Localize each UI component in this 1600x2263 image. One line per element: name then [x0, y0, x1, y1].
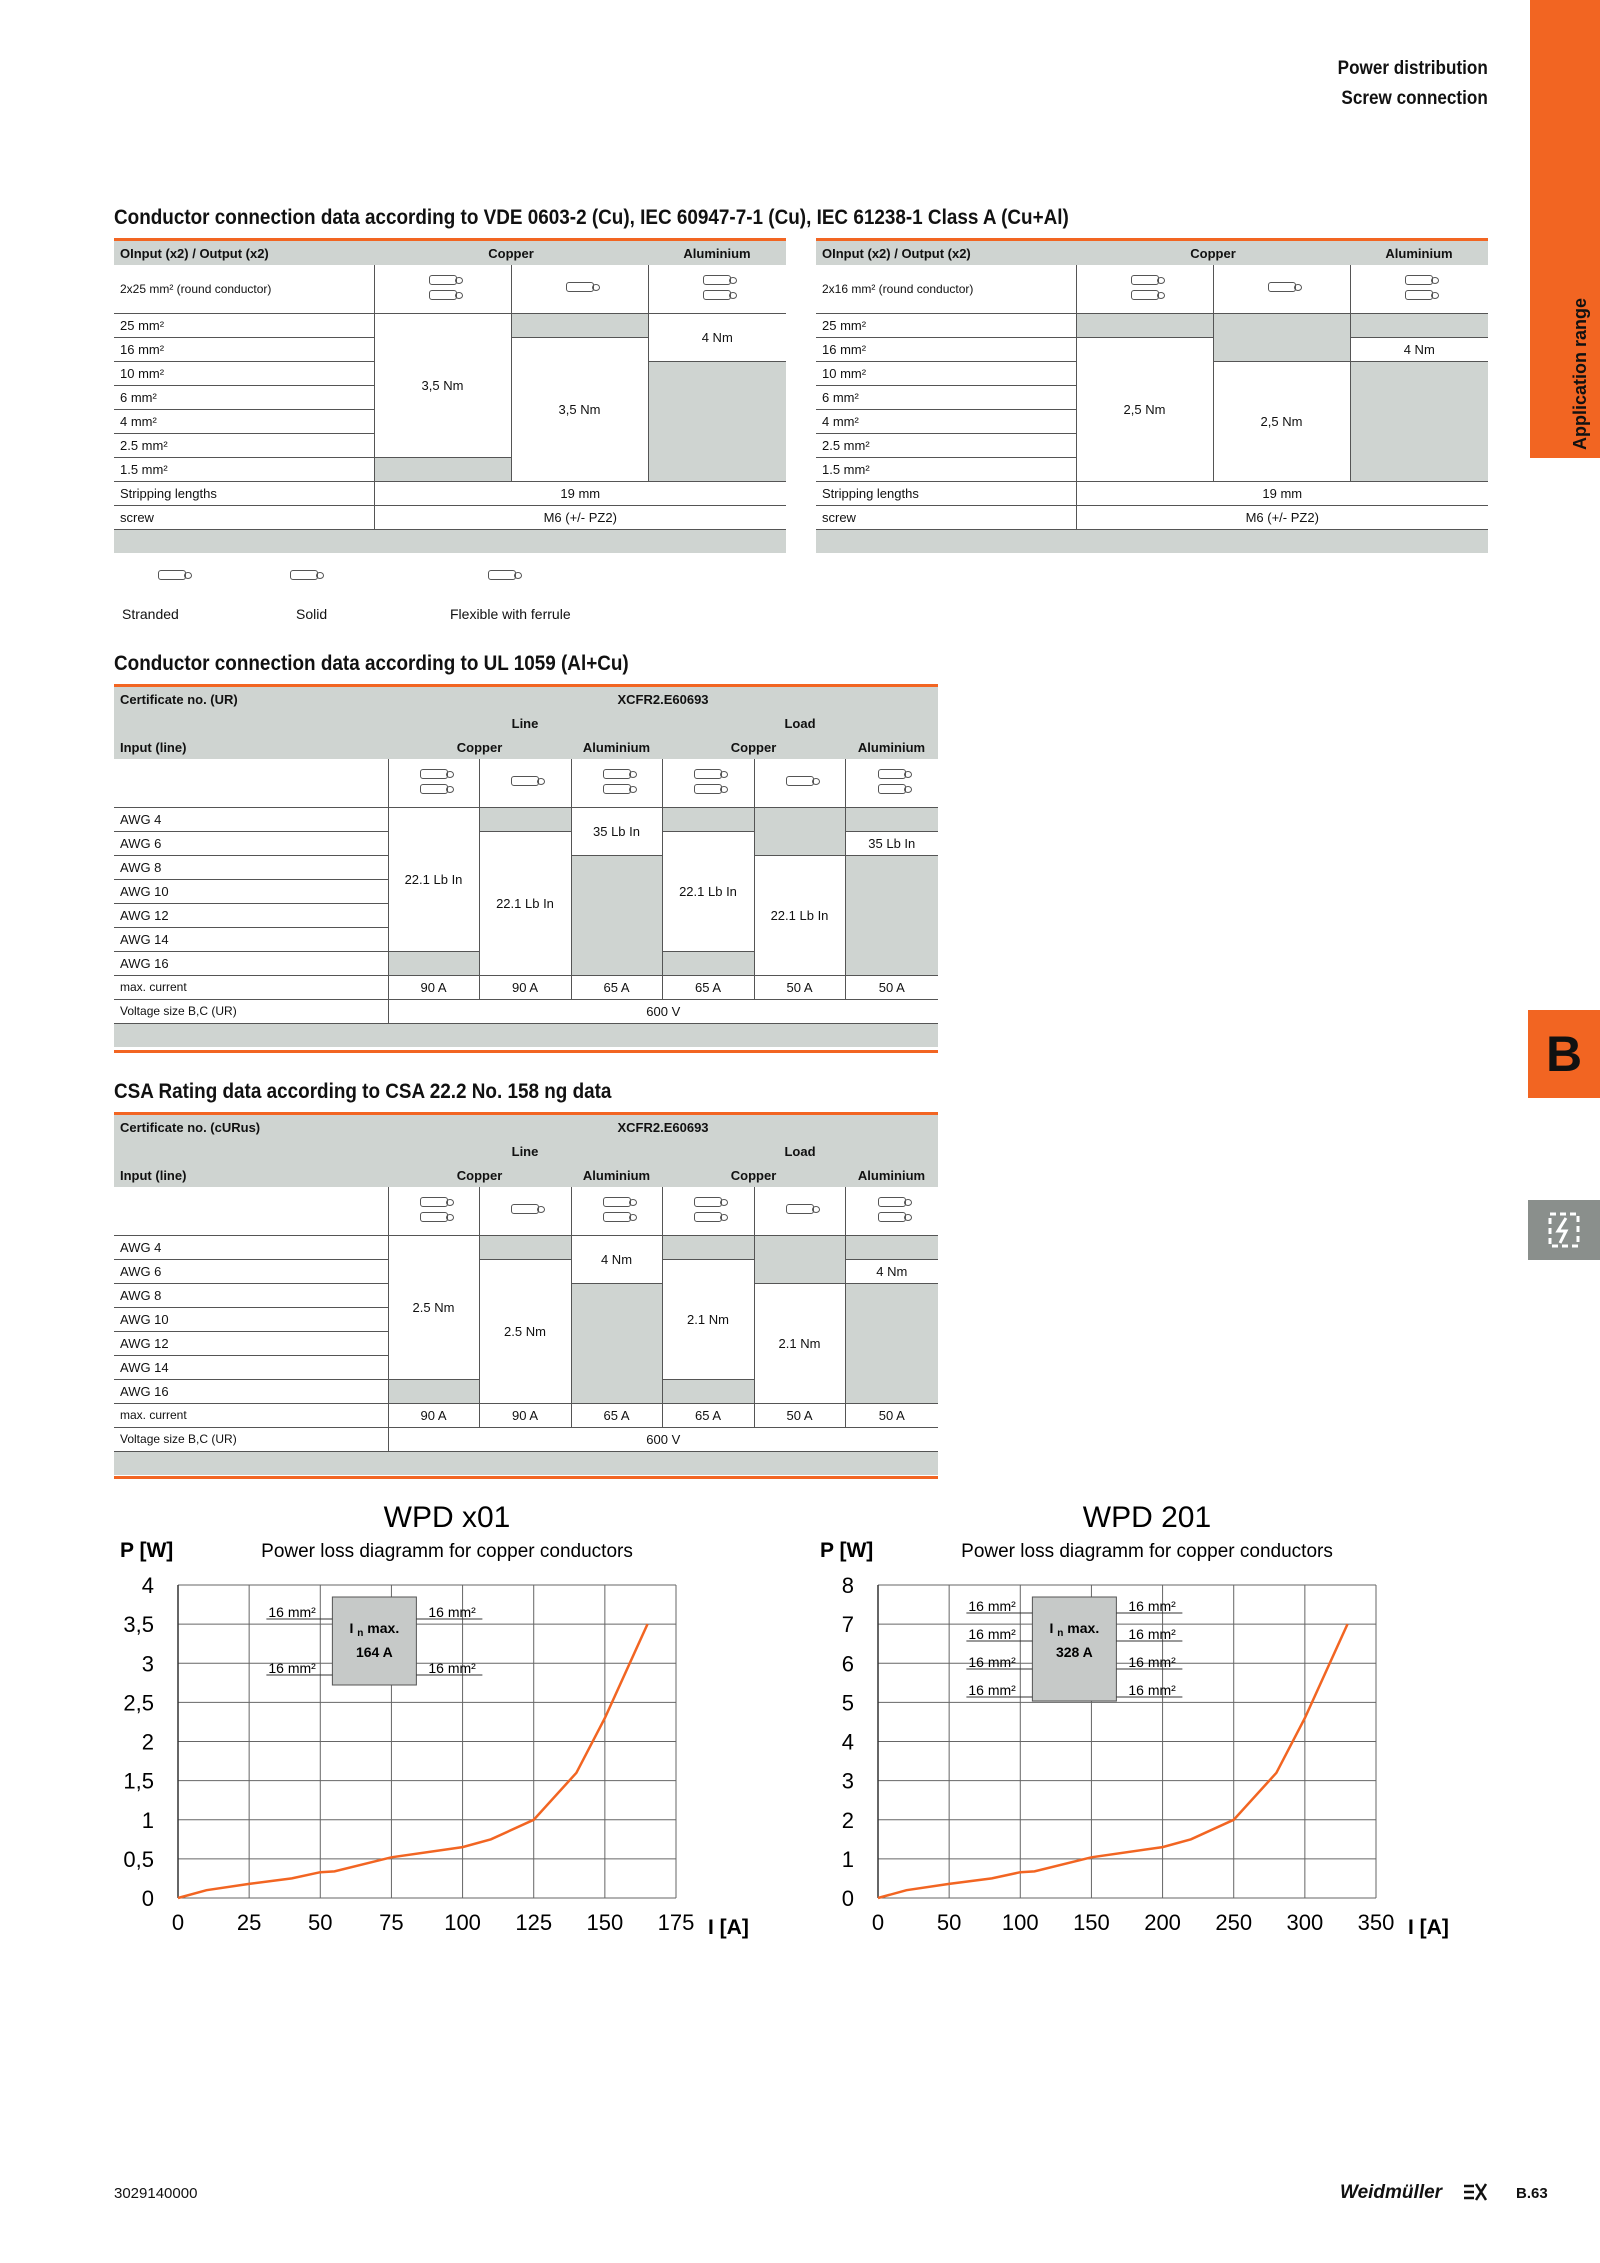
- row-label: AWG 12: [114, 1331, 388, 1355]
- vde-right-v1: 2,5 Nm: [1076, 337, 1213, 481]
- csa-load-cu1: 2.1 Nm: [662, 1259, 754, 1379]
- side-tab-b: B: [1528, 1010, 1600, 1098]
- copper-label: Copper: [662, 735, 845, 759]
- csa-bottom-rule: [114, 1476, 938, 1479]
- x-tick-label: 50: [936, 1910, 962, 1935]
- max-value: 65 A: [662, 975, 754, 999]
- row-label: AWG 10: [114, 879, 388, 903]
- ferrule-icon: [479, 759, 571, 807]
- y-tick-label: 3,5: [123, 1612, 154, 1638]
- ul-load-al: 35 Lb In: [845, 831, 938, 855]
- row-label: AWG 16: [114, 951, 388, 975]
- csa-line-al: 4 Nm: [571, 1235, 662, 1283]
- chart-title: WPD 201: [1082, 1501, 1212, 1534]
- stranded-solid-icon: [845, 759, 938, 807]
- y-tick-label: 1: [841, 1846, 854, 1872]
- max-value: 65 A: [571, 975, 662, 999]
- x-tick-label: 125: [515, 1910, 553, 1935]
- page-header: [1338, 54, 1488, 114]
- header-line-1: Power distribution: [1337, 58, 1488, 79]
- y-tick-label: 5: [841, 1690, 854, 1716]
- x-tick-label: 350: [1357, 1910, 1395, 1935]
- row-label: AWG 4: [114, 1235, 388, 1259]
- stranded-solid-icon: [662, 759, 754, 807]
- volt-label: Voltage size B,C (UR): [114, 1427, 388, 1451]
- x-tick-label: 150: [1073, 1910, 1110, 1935]
- vde-right-v3: 4 Nm: [1350, 337, 1488, 361]
- y-tick-label: 1,5: [123, 1768, 154, 1794]
- ul-load-cu2: 22.1 Lb In: [754, 855, 845, 975]
- max-value: 65 A: [662, 1403, 754, 1427]
- y-tick-label: 0: [141, 1886, 154, 1911]
- wire-label-right: 16 mm²: [1128, 1682, 1176, 1698]
- screw-label: screw: [114, 505, 374, 529]
- vde-left-table: [114, 241, 786, 553]
- copper-label: Copper: [388, 735, 571, 759]
- y-axis-label: P [W]: [120, 1539, 174, 1562]
- vde-right-v2: 2,5 Nm: [1213, 361, 1350, 481]
- ul-bottom-rule: [114, 1050, 938, 1053]
- vde-left-h3: Aluminium: [648, 241, 786, 265]
- aluminium-label: Aluminium: [845, 1163, 938, 1187]
- row-label: 4 mm²: [816, 409, 1076, 433]
- y-tick-label: 4: [841, 1729, 854, 1755]
- row-label: AWG 6: [114, 1259, 388, 1283]
- screw-value: M6 (+/- PZ2): [1076, 505, 1488, 529]
- ferrule-icon: [754, 1187, 845, 1235]
- footer-brand: Weidmüller: [1340, 2182, 1443, 2203]
- volt-label: Voltage size B,C (UR): [114, 999, 388, 1023]
- chart-subtitle: Power loss diagramm for copper conductors: [961, 1541, 1333, 1562]
- chart-wpd-x01: [100, 1495, 749, 1955]
- ferrule-icon: [488, 568, 516, 584]
- ul-load-cu1: 22.1 Lb In: [662, 831, 754, 951]
- header-line-2: Screw connection: [1341, 88, 1488, 109]
- screw-label: screw: [816, 505, 1076, 529]
- row-label: 2.5 mm²: [816, 433, 1076, 457]
- ul-table: [114, 687, 938, 1047]
- max-value: 50 A: [845, 1403, 938, 1427]
- ul-line-cu1: 22.1 Lb In: [388, 807, 479, 951]
- strip-value: 19 mm: [374, 481, 786, 505]
- row-label: 6 mm²: [114, 385, 374, 409]
- row-label: AWG 12: [114, 903, 388, 927]
- csa-line-cu2: 2.5 Nm: [479, 1259, 571, 1403]
- row-label: 10 mm²: [816, 361, 1076, 385]
- row-label: 6 mm²: [816, 385, 1076, 409]
- wire-label-right: 16 mm²: [1128, 1598, 1176, 1614]
- ferrule-icon: [479, 1187, 571, 1235]
- y-tick-label: 1: [141, 1807, 154, 1833]
- vde-right-table: [816, 241, 1488, 553]
- ferrule-icon: [511, 265, 648, 313]
- line-label: Line: [388, 1139, 662, 1163]
- row-label: 4 mm²: [114, 409, 374, 433]
- volt-value: 600 V: [388, 999, 938, 1023]
- x-tick-label: 50: [308, 1910, 333, 1935]
- stranded-solid-icon: [571, 759, 662, 807]
- vde-right-h2: Copper: [1076, 241, 1350, 265]
- x-tick-label: 200: [1144, 1910, 1181, 1935]
- vde-section-title: Conductor connection data according to VDE 0603-2 (Cu), IEC 60947-7-1 (Cu), IEC 61238-1 Class A (Cu+Al): [114, 206, 1069, 229]
- csa-table: [114, 1115, 938, 1475]
- weidmuller-logo-icon: [1462, 2182, 1488, 2202]
- legend-solid: Solid: [296, 606, 328, 622]
- power-distribution-icon: [1528, 1200, 1600, 1260]
- row-label: AWG 10: [114, 1307, 388, 1331]
- copper-label: Copper: [388, 1163, 571, 1187]
- load-label: Load: [662, 711, 938, 735]
- y-tick-label: 6: [841, 1651, 854, 1677]
- x-tick-label: 300: [1286, 1910, 1324, 1935]
- max-value: 50 A: [754, 975, 845, 999]
- row-label: AWG 8: [114, 855, 388, 879]
- y-tick-label: 4: [141, 1573, 154, 1598]
- x-tick-label: 175: [657, 1910, 695, 1935]
- cert-label: Certificate no. (cURus): [114, 1115, 388, 1139]
- max-label: max. current: [114, 1403, 388, 1427]
- row-label: AWG 6: [114, 831, 388, 855]
- y-tick-label: 0: [841, 1886, 854, 1911]
- max-label: max. current: [114, 975, 388, 999]
- line-label: Line: [388, 711, 662, 735]
- wire-label-left: 16 mm²: [968, 1626, 1016, 1642]
- footer-code: 3029140000: [114, 2185, 198, 2202]
- y-tick-label: 3: [841, 1768, 854, 1794]
- stranded-solid-icon: [388, 759, 479, 807]
- x-tick-label: 100: [1001, 1910, 1039, 1935]
- max-value: 90 A: [388, 1403, 479, 1427]
- max-current-label: I $_n$ max.: [1049, 1620, 1100, 1639]
- x-tick-label: 25: [236, 1910, 262, 1935]
- max-value: 50 A: [845, 975, 938, 999]
- x-tick-label: 0: [871, 1910, 885, 1935]
- cert-value: XCFR2.E60693: [388, 687, 938, 711]
- chart-title: WPD x01: [383, 1501, 511, 1534]
- aluminium-label: Aluminium: [571, 1163, 662, 1187]
- device-box: [332, 1597, 416, 1685]
- aluminium-label: Aluminium: [571, 735, 662, 759]
- row-label: 25 mm²: [816, 313, 1076, 337]
- cert-label: Certificate no. (UR): [114, 687, 388, 711]
- footer-page: B.63: [1516, 2185, 1548, 2202]
- ul-line-cu2: 22.1 Lb In: [479, 831, 571, 975]
- y-tick-label: 2: [141, 1729, 154, 1755]
- vde-right-h1: OInput (x2) / Output (x2): [816, 241, 1076, 265]
- volt-value: 600 V: [388, 1427, 938, 1451]
- x-tick-label: 250: [1215, 1910, 1253, 1935]
- x-tick-label: 75: [379, 1910, 404, 1935]
- wire-label-right: 16 mm²: [1128, 1626, 1176, 1642]
- wire-label-left: 16 mm²: [968, 1682, 1016, 1698]
- legend-ferrule: Flexible with ferrule: [450, 606, 571, 622]
- y-tick-label: 0,5: [123, 1846, 154, 1872]
- csa-load-al: 4 Nm: [845, 1259, 938, 1283]
- x-tick-label: 150: [586, 1910, 624, 1935]
- max-value: 65 A: [571, 1403, 662, 1427]
- y-tick-label: 2: [841, 1807, 854, 1833]
- stranded-solid-icon: [1076, 265, 1213, 313]
- cert-value: XCFR2.E60693: [388, 1115, 938, 1139]
- wire-label-left: 16 mm²: [268, 1660, 316, 1676]
- wire-label-right: 16 mm²: [428, 1660, 476, 1676]
- row-label: AWG 8: [114, 1283, 388, 1307]
- legend-stranded: Stranded: [122, 606, 179, 622]
- application-range-label: Application range: [1570, 297, 1590, 450]
- row-label: AWG 14: [114, 927, 388, 951]
- ferrule-icon: [1213, 265, 1350, 313]
- wire-label-left: 16 mm²: [968, 1654, 1016, 1670]
- row-label: 16 mm²: [114, 337, 374, 361]
- max-value: 90 A: [479, 975, 571, 999]
- row-label: AWG 4: [114, 807, 388, 831]
- stranded-solid-icon: [662, 1187, 754, 1235]
- row-label: 1.5 mm²: [816, 457, 1076, 481]
- chart-wpd-201: [800, 1495, 1480, 1955]
- max-value: 90 A: [388, 975, 479, 999]
- row-label: 25 mm²: [114, 313, 374, 337]
- vde-left-h1: OInput (x2) / Output (x2): [114, 241, 374, 265]
- input-label: Input (line): [114, 735, 388, 759]
- screw-value: M6 (+/- PZ2): [374, 505, 786, 529]
- wire-label-right: 16 mm²: [1128, 1654, 1176, 1670]
- wire-label-left: 16 mm²: [968, 1598, 1016, 1614]
- row-label: 10 mm²: [114, 361, 374, 385]
- y-tick-label: 3: [141, 1651, 154, 1677]
- row-label: AWG 16: [114, 1379, 388, 1403]
- stranded-solid-icon: [388, 1187, 479, 1235]
- stranded-solid-icon: [1350, 265, 1488, 313]
- x-axis-label: I [A]: [708, 1916, 749, 1939]
- ferrule-icon: [754, 759, 845, 807]
- csa-load-cu2: 2.1 Nm: [754, 1283, 845, 1403]
- strip-label: Stripping lengths: [816, 481, 1076, 505]
- vde-left-v2: 3,5 Nm: [511, 337, 648, 481]
- max-current-value: 164 A: [355, 1644, 393, 1660]
- aluminium-label: Aluminium: [845, 735, 938, 759]
- strip-value: 19 mm: [1076, 481, 1488, 505]
- row-label: 1.5 mm²: [114, 457, 374, 481]
- vde-left-v1: 3,5 Nm: [374, 313, 511, 457]
- y-axis-label: P [W]: [820, 1539, 874, 1562]
- strip-label: Stripping lengths: [114, 481, 374, 505]
- ul-section-title: Conductor connection data according to UL 1059 (Al+Cu): [114, 652, 629, 675]
- y-tick-label: 2,5: [123, 1690, 154, 1716]
- vde-right-h3: Aluminium: [1350, 241, 1488, 265]
- y-tick-label: 8: [841, 1573, 854, 1598]
- solid-icon: [290, 568, 318, 584]
- vde-left-cond: 2x25 mm² (round conductor): [114, 265, 374, 313]
- stranded-solid-icon: [845, 1187, 938, 1235]
- stranded-solid-icon: [648, 265, 786, 313]
- max-current-value: 328 A: [1055, 1644, 1093, 1660]
- row-label: AWG 14: [114, 1355, 388, 1379]
- wire-label-right: 16 mm²: [428, 1604, 476, 1620]
- stranded-solid-icon: [374, 265, 511, 313]
- x-tick-label: 0: [171, 1910, 185, 1935]
- ul-line-al: 35 Lb In: [571, 807, 662, 855]
- stranded-icon: [158, 568, 186, 584]
- load-label: Load: [662, 1139, 938, 1163]
- csa-section-title: CSA Rating data according to CSA 22.2 No. 158 ng data: [114, 1080, 612, 1103]
- chart-subtitle: Power loss diagramm for copper conductors: [261, 1541, 633, 1562]
- x-tick-label: 100: [444, 1910, 481, 1935]
- wire-label-left: 16 mm²: [268, 1604, 316, 1620]
- row-label: 16 mm²: [816, 337, 1076, 361]
- row-label: 2.5 mm²: [114, 433, 374, 457]
- x-axis-label: I [A]: [1408, 1916, 1449, 1939]
- vde-left-v3: 4 Nm: [648, 313, 786, 361]
- vde-left-h2: Copper: [374, 241, 648, 265]
- max-value: 90 A: [479, 1403, 571, 1427]
- vde-right-cond: 2x16 mm² (round conductor): [816, 265, 1076, 313]
- max-current-label: I $_n$ max.: [349, 1620, 400, 1639]
- input-label: Input (line): [114, 1163, 388, 1187]
- max-value: 50 A: [754, 1403, 845, 1427]
- y-tick-label: 7: [841, 1612, 854, 1638]
- csa-line-cu1: 2.5 Nm: [388, 1235, 479, 1379]
- stranded-solid-icon: [571, 1187, 662, 1235]
- copper-label: Copper: [662, 1163, 845, 1187]
